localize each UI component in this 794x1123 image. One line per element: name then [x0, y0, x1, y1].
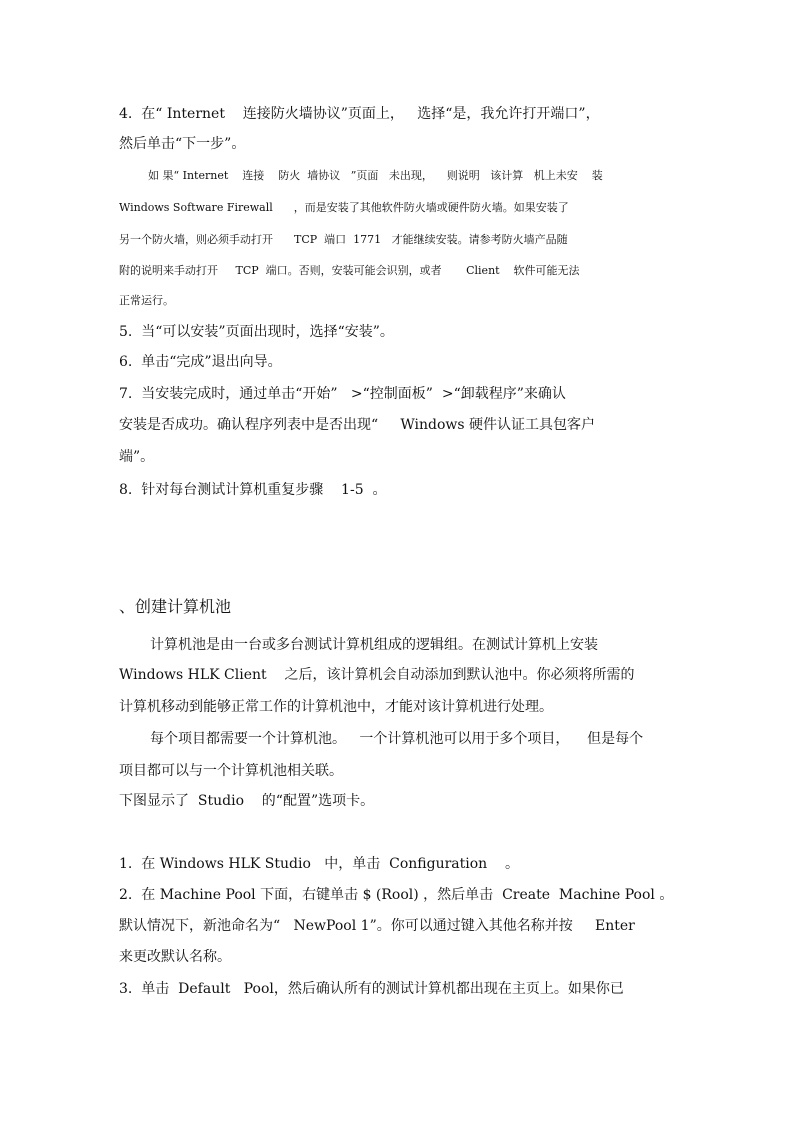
note-line-4: 附的说明来手动打开 TCP 端口。否则，安装可能会识别，或者 Client 软件可能无法 — [119, 264, 580, 277]
step-5: 5. 当“可以安装”页面出现时，选择“安装”。 — [119, 324, 394, 340]
step-4-line-2: 然后单击“下一步”。 — [119, 136, 246, 152]
config-step-3-line-1: 3. 单击 Default Pool，然后确认所有的测试计算机都出现在主页上。如果你已 — [119, 981, 624, 997]
step-6: 6. 单击“完成”退出向导。 — [119, 354, 282, 370]
figure-caption-text: 下图显示了 Studio 的“配置”选项卡。 — [119, 793, 375, 809]
note-line-5: 正常运行。 — [119, 294, 174, 307]
step-7-line-1: 7. 当安装完成时，通过单击“开始” >“控制面板” >“卸载程序”来确认 — [119, 386, 566, 402]
para-1-line-3: 计算机移动到能够正常工作的计算机池中，才能对该计算机进行处理。 — [119, 699, 553, 715]
config-step-1: 1. 在 Windows HLK Studio 中，单击 Configuration 。 — [119, 856, 519, 872]
section-heading: 、创建计算机池 — [119, 597, 232, 616]
step-7-line-3: 端”。 — [119, 449, 155, 465]
step-7-line-2: 安装是否成功。确认程序列表中是否出现“ Windows 硬件认证工具包客户 — [119, 417, 596, 433]
note-line-3: 另一个防火墙，则必须手动打开 TCP 端口 1771 才能继续安装。请参考防火墙产品随 — [119, 233, 568, 246]
para-1-line-1: 计算机池是由一台或多台测试计算机组成的逻辑组。在测试计算机上安装 — [150, 637, 598, 653]
para-2-line-1: 每个项目都需要一个计算机池。 一个计算机池可以用于多个项目， 但是每个 — [150, 731, 644, 747]
config-step-2-line-1: 2. 在 Machine Pool 下面，右键单击 $ (Rool) ，然后单击 Create Machine Pool 。 — [119, 887, 674, 903]
config-step-2-line-2: 默认情况下，新池命名为“ NewPool 1”。你可以通过键入其他名称并按 Enter — [119, 918, 635, 934]
note-line-2: Windows Software Firewall ，而是安装了其他软件防火墙或硬件防火墙。如果安装了 — [119, 201, 569, 214]
para-2-line-2: 项目都可以与一个计算机池相关联。 — [119, 763, 343, 779]
config-step-2-line-3: 来更改默认名称。 — [119, 949, 231, 965]
para-1-line-2: Windows HLK Client 之后，该计算机会自动添加到默认池中。你必须将所需的 — [119, 667, 635, 683]
note-line-1: 如 果“ Internet 连接 防火 墙协议 ”页面 未出现， 则说明 该计算 机上未安 装 — [148, 169, 603, 182]
step-4-line-1: 4. 在“ Internet 连接防火墙协议”页面上， 选择“是，我允许打开端口”， — [119, 106, 600, 122]
step-8: 8. 针对每台测试计算机重复步骤 1-5 。 — [119, 482, 387, 498]
